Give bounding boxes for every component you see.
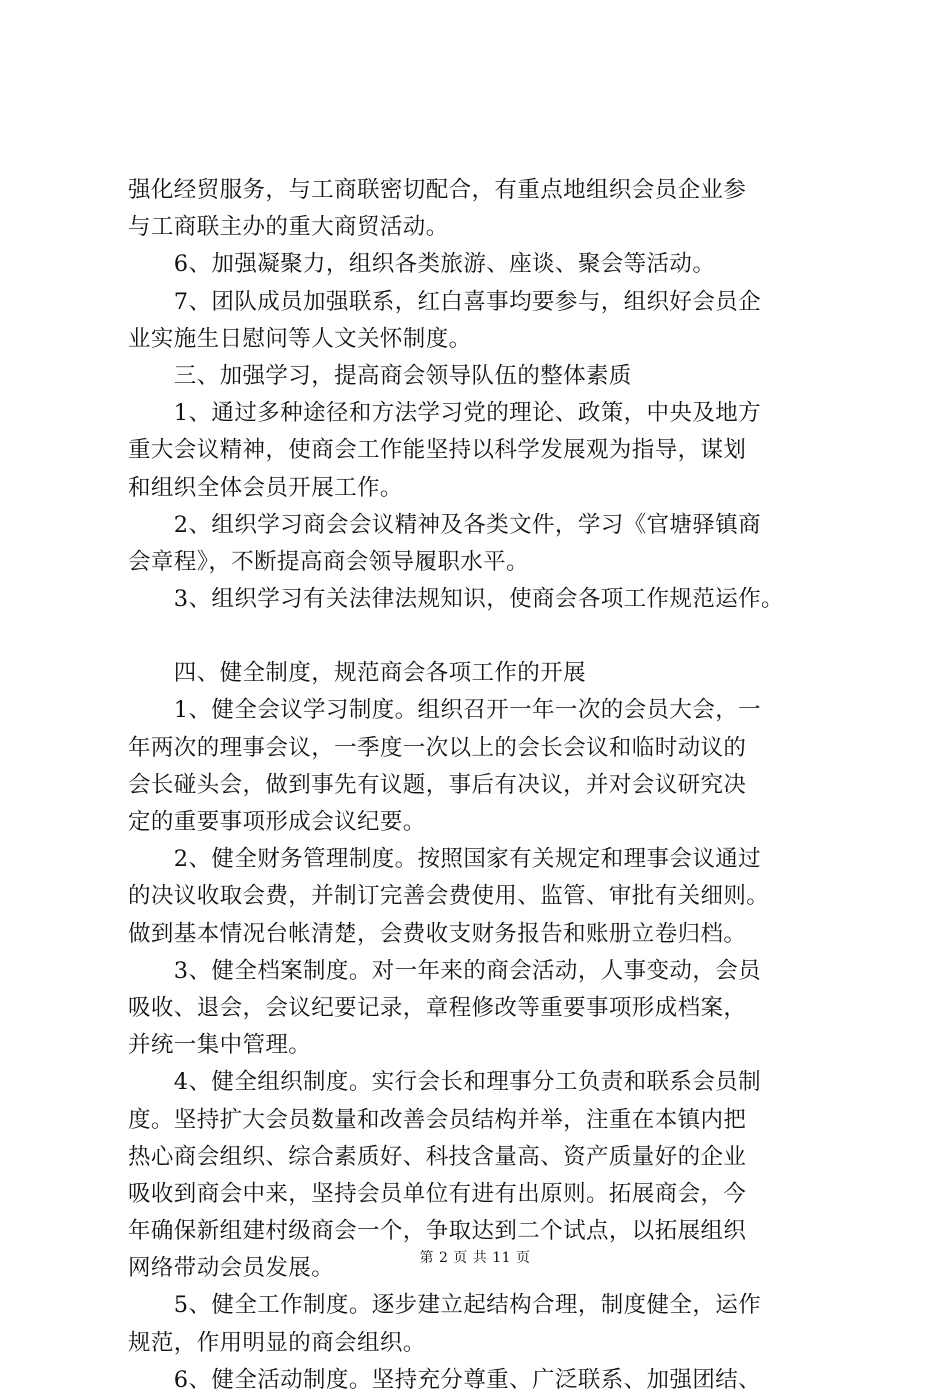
text-line: 吸收到商会中来，坚持会员单位有进有出原则。拓展商会，今 [128,1180,747,1207]
text-line: 会长碰头会，做到事先有议题，事后有决议，并对会议研究决 [128,771,747,798]
text-line: 3、组织学习有关法律法规知识，使商会各项工作规范运作。 [128,586,784,613]
text-line: 网络带动会员发展。 [128,1255,335,1282]
text-line: 6、加强凝聚力，组织各类旅游、座谈、聚会等活动。 [128,251,716,278]
section-heading: 三、加强学习，提高商会领导队伍的整体素质 [128,362,632,389]
text-line: 6、健全活动制度。坚持充分尊重、广泛联系、加强团结、 [128,1366,762,1393]
text-line: 度。坚持扩大会员数量和改善会员结构并举，注重在本镇内把 [128,1106,747,1133]
text-line: 规范，作用明显的商会组织。 [128,1329,426,1356]
text-line: 做到基本情况台帐清楚，会费收支财务报告和账册立卷归档。 [128,920,747,947]
document-body [128,172,828,1399]
text-line: 2、组织学习商会会议精神及各类文件，学习《官塘驿镇商 [128,511,762,538]
text-line: 4、健全组织制度。实行会长和理事分工负责和联系会员制 [128,1069,762,1096]
blank-line [128,618,828,655]
text-line: 1、通过多种途径和方法学习党的理论、政策，中央及地方 [128,400,762,427]
text-line: 年确保新组建村级商会一个，争取达到二个试点，以拓展组织 [128,1218,747,1245]
text-line: 重大会议精神，使商会工作能坚持以科学发展观为指导，谋划 [128,437,747,464]
text-line: 会章程》，不断提高商会领导履职水平。 [128,548,529,575]
text-line: 5、健全工作制度。逐步建立起结构合理，制度健全，运作 [128,1292,762,1319]
text-line: 2、健全财务管理制度。按照国家有关规定和理事会议通过 [128,846,762,873]
text-line: 定的重要事项形成会议纪要。 [128,809,426,835]
text-line: 年两次的理事会议，一季度一次以上的会长会议和临时动议的 [128,734,747,761]
text-line: 3、健全档案制度。对一年来的商会活动，人事变动，会员 [128,957,762,984]
text-line: 热心商会组织、综合素质好、科技含量高、资产质量好的企业 [128,1143,747,1170]
text-line: 7、团队成员加强联系，红白喜事均要参与，组织好会员企 [128,288,762,315]
text-line: 的决议收取会费，并制订完善会费使用、监管、审批有关细则。 [128,883,770,910]
text-line: 并统一集中管理。 [128,1032,312,1059]
text-line: 吸收、退会，会议纪要记录，章程修改等重要事项形成档案， [128,994,747,1021]
text-line: 业实施生日慰问等人文关怀制度。 [128,325,472,352]
text-line: 与工商联主办的重大商贸活动。 [128,214,449,241]
section-heading: 四、健全制度，规范商会各项工作的开展 [128,660,587,687]
text-line: 1、健全会议学习制度。组织召开一年一次的会员大会，一 [128,697,762,724]
page-number-footer: 第 2 页 共 11 页 [419,1250,531,1266]
text-line: 强化经贸服务，与工商联密切配合，有重点地组织会员企业参 [128,177,747,203]
text-line: 和组织全体会员开展工作。 [128,474,403,501]
